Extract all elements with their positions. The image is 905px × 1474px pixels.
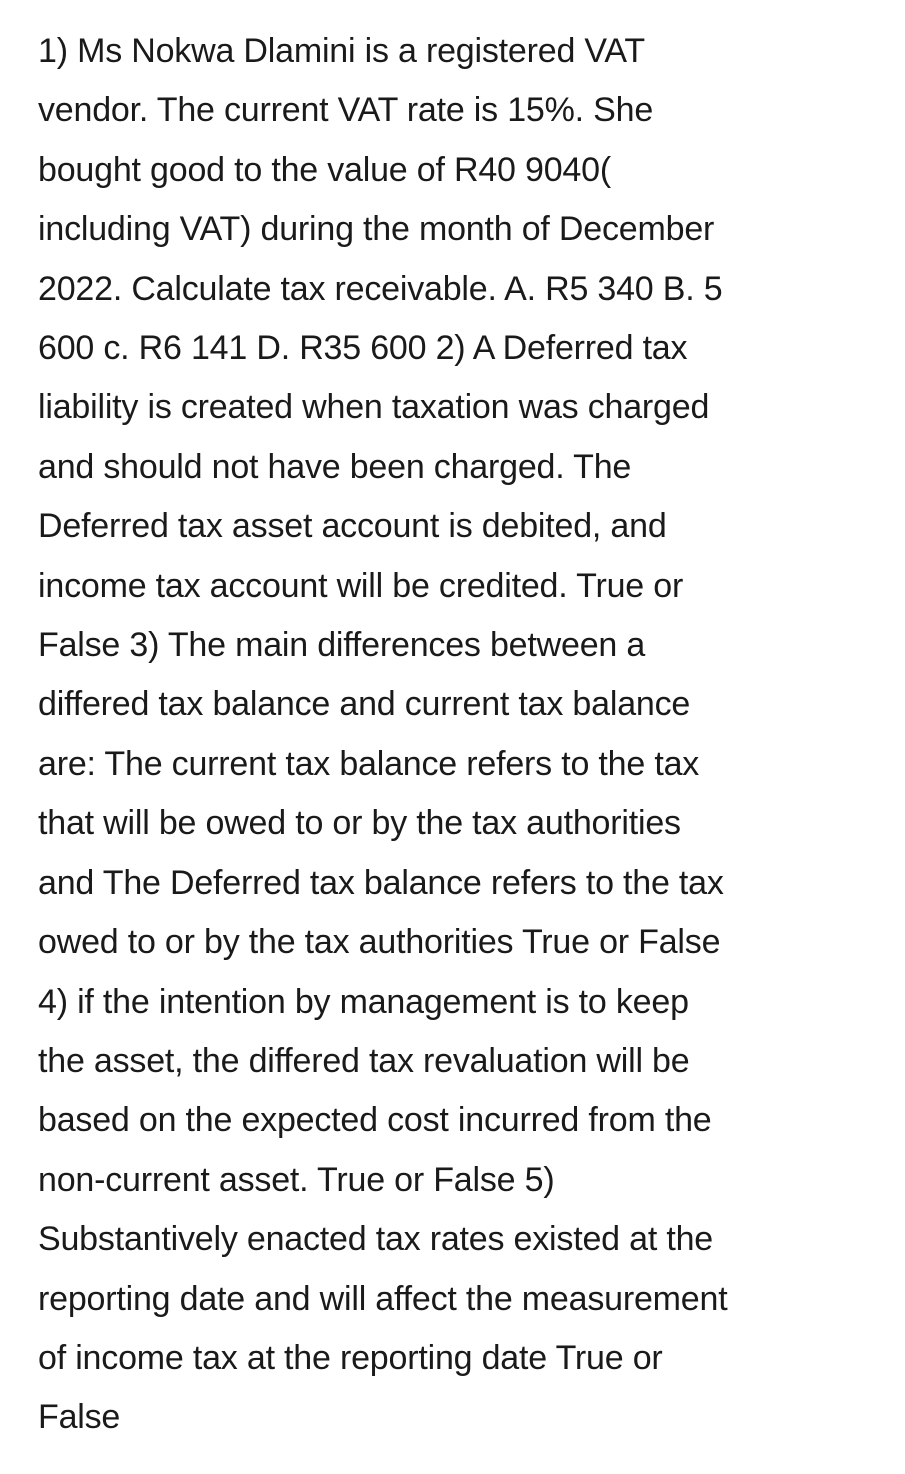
text-line: False (38, 1398, 121, 1437)
text-line: 2022. Calculate tax receivable. A. R5 340 B. 5 (38, 269, 723, 308)
question-text-block (38, 22, 868, 1448)
text-line: Substantively enacted tax rates existed at the (38, 1220, 713, 1259)
text-line: and The Deferred tax balance refers to the tax (38, 863, 724, 902)
text-line: 4) if the intention by management is to keep (38, 982, 689, 1021)
text-line: that will be owed to or by the tax authorities (38, 804, 681, 843)
text-line: based on the expected cost incurred from the (38, 1101, 712, 1140)
text-line: liability is created when taxation was charged (38, 388, 710, 427)
text-line: Deferred tax asset account is debited, and (38, 507, 667, 546)
text-line: of income tax at the reporting date True or (38, 1338, 663, 1377)
text-line: are: The current tax balance refers to the tax (38, 744, 700, 783)
text-line: 600 c. R6 141 D. R35 600 2) A Deferred tax (38, 329, 688, 368)
text-line: False 3) The main differences between a (38, 626, 646, 665)
text-line: 1) Ms Nokwa Dlamini is a registered VAT (38, 32, 645, 70)
text-line: bought good to the value of R40 9040( (38, 150, 611, 189)
text-line: differed tax balance and current tax balance (38, 685, 691, 724)
text-line: including VAT) during the month of December (38, 210, 715, 249)
text-line: reporting date and will affect the measurement (38, 1279, 728, 1318)
text-line: non-current asset. True or False 5) (38, 1160, 555, 1199)
text-line: the asset, the differed tax revaluation will be (38, 1041, 690, 1080)
text-line: owed to or by the tax authorities True or False (38, 923, 721, 962)
text-line: vendor. The current VAT rate is 15%. She (38, 91, 654, 130)
text-line: and should not have been charged. The (38, 447, 632, 486)
text-line: income tax account will be credited. True or (38, 566, 684, 605)
